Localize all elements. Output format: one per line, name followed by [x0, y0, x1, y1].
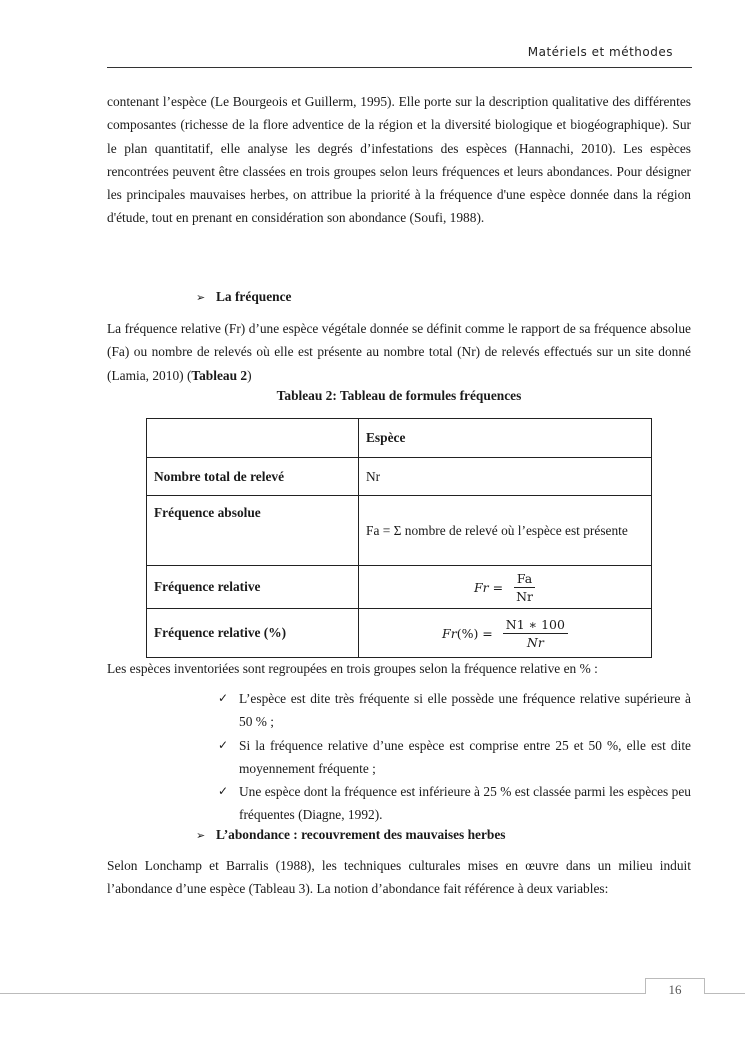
row-label-relative: Fréquence relative [147, 566, 359, 609]
arrow-bullet-icon: ➢ [196, 829, 206, 842]
list-item [218, 734, 691, 781]
formula-op: (%) = [456, 625, 493, 641]
heading-frequence [196, 287, 292, 308]
checkmark-icon: ✓ [218, 737, 229, 752]
formula-var: Fr [442, 625, 457, 641]
fraction [513, 571, 536, 604]
header-rule [107, 67, 692, 68]
row-label-total: Nombre total de relevé [147, 458, 359, 496]
frequence-text: La fréquence relative (Fr) d’une espèce végétale donnée se définit comme le rapport de sa fréquence absolue (Fa) ou nombre de relevés où elle est présente au nombre total (Nr) de relevés effectués sur un site donné (Lamia, 2010) ( [107, 321, 691, 383]
frequency-groups-list [218, 687, 691, 827]
list-item [218, 780, 691, 827]
fraction-numerator: N1 ∗ 100 [503, 617, 568, 634]
row-value-absolue: Fa = Σ nombre de relevé où l’espèce est présente [359, 496, 652, 566]
table-row [147, 609, 652, 658]
checkmark-icon: ✓ [218, 784, 229, 799]
formula-relative [359, 566, 652, 609]
list-item [218, 687, 691, 734]
intro-paragraph: contenant l’espèce (Le Bourgeois et Guillerm, 1995). Elle porte sur la description qualitative des différentes composantes (richesse de la flore adventice de la région et la diversité biologique et biogéographique). Sur le plan quantitatif, elle analyse les degrés d’infestations des espèces (Hannachi, 2010). Les espèces rencontrées peuvent être classées en trois groupes selon leurs fréquences et leurs abondances. Pour désigner les principales mauvaises herbes, on attribue la priorité à la fréquence d'une espèce donnée dans la région d'étude, tout en prenant en considération son abondance (Soufi, 1988). [107, 94, 691, 226]
table-cell-empty [147, 419, 359, 458]
formula-lhs [442, 626, 493, 641]
formula-lhs: Fr = [473, 579, 504, 595]
abondance-paragraph: Selon Lonchamp et Barralis (1988), les techniques culturales mises en œuvre dans un milieu induit l’abondance d’une espèce (Tableau 3). La notion d’abondance fait référence à deux variables: [107, 858, 691, 897]
frequence-paragraph [107, 317, 691, 387]
frequence-close: ) [247, 367, 252, 383]
table-caption: Tableau 2: Tableau de formules fréquences [276, 388, 522, 403]
table-column-header: Espèce [359, 419, 652, 458]
groups-intro-paragraph: Les espèces inventoriées sont regroupées en trois groupes selon la fréquence relative en % : [107, 661, 598, 676]
page-number: 16 [645, 978, 705, 994]
table-row [147, 496, 652, 566]
frequency-formula-table [146, 418, 652, 658]
table-row [147, 566, 652, 609]
fraction [503, 617, 568, 650]
heading-abondance [196, 825, 506, 846]
table-reference: Tableau 2 [191, 367, 248, 383]
table-row [147, 419, 652, 458]
row-label-absolue: Fréquence absolue [147, 496, 359, 566]
list-item-text: L’espèce est dite très fréquente si elle possède une fréquence relative supérieure à 50 % ; [239, 691, 691, 730]
fraction-denominator: Nr [516, 588, 534, 604]
fraction-denominator: Nr [526, 634, 544, 650]
fraction-numerator: Fa [514, 571, 535, 588]
heading-frequence-text: La fréquence [216, 289, 292, 304]
arrow-bullet-icon: ➢ [196, 291, 206, 304]
list-item-text: Si la fréquence relative d’une espèce est comprise entre 25 et 50 %, elle est dite moyennement fréquente ; [239, 737, 691, 776]
row-value-total: Nr [359, 458, 652, 496]
footer-rule [0, 993, 745, 994]
running-header: Matériels et méthodes [527, 45, 673, 59]
heading-abondance-text: L’abondance : recouvrement des mauvaises herbes [216, 827, 506, 842]
checkmark-icon: ✓ [218, 691, 229, 705]
table-row [147, 458, 652, 496]
row-label-relative-pct: Fréquence relative (%) [147, 609, 359, 658]
list-item-text: Une espèce dont la fréquence est inférieure à 25 % est classée parmi les espèces peu fréquentes (Diagne, 1992). [239, 784, 691, 823]
formula-relative-pct [359, 609, 652, 658]
